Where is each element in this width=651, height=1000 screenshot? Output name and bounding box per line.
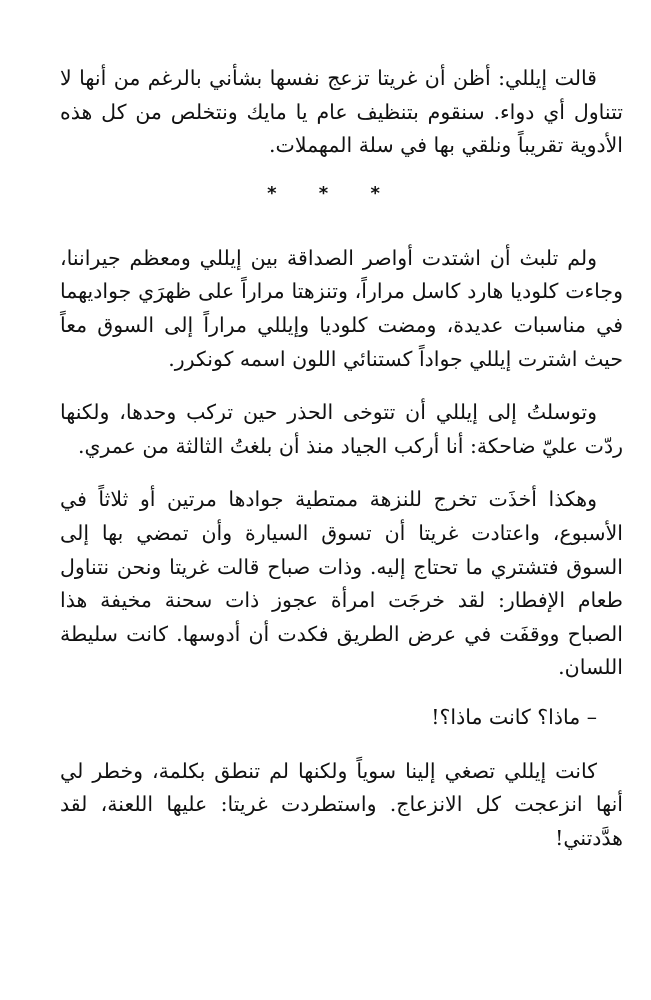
paragraph-3: وتوسلتُ إلى إيللي أن تتوخى الحذر حين تركب وحدها، ولكنها ردّت عليّ ضاحكة: أنا أركب الجياد منذ أن بلغتُ الثالثة من عمري. — [60, 400, 623, 458]
paragraph-5: كانت إيللي تصغي إلينا سوياً ولكنها لم تنطق بكلمة، وخطر لي أنها انزعجت كل الانزعاج. واستطردت غريتا: عليها اللعنة، لقد هدَّدتني! — [60, 758, 623, 850]
dialogue-line: – ماذا؟ كانت ماذا؟! — [431, 704, 597, 729]
paragraph-4: وهكذا أخذَت تخرج للنزهة ممتطية جوادها مرتين أو ثلاثاً في الأسبوع، واعتادت غريتا أن تسوق السيارة وأن تمضي بها إلى السوق فتشتري ما تحتاج إليه. وذات صباح قالت غريتا ونحن نتناول طعام الإفطار: لقد خرجَت امرأة عجوز ذات سحنة مخيفة هذا الصباح ووقفَت في عرض الطريق فكدت أن أدوسها. كانت سليطة اللسان. — [60, 487, 623, 680]
paragraph-1: قالت إيللي: أظن أن غريتا تزعج نفسها بشأني بالرغم من أنها لا تتناول أي دواء. سنقوم بتنظيف عام يا مايك ونتخلص من كل هذه الأدوية تقريباً ونلقي بها في سلة المهملات. — [60, 66, 623, 158]
paragraph-2: ولم تلبث أن اشتدت أواصر الصداقة بين إيللي ومعظم جيراننا، وجاءت كلوديا هارد كاسل مراراً، وتنزهتا مراراً على ظهرَي جواديهما في مناسبات عديدة، ومضت كلوديا وإيللي مراراً إلى السوق معاً حيث اشترت إيللي جواداً كستنائي اللون اسمه كونكرر. — [60, 245, 623, 371]
section-separator: * * * — [267, 182, 398, 204]
book-page — [60, 62, 623, 875]
